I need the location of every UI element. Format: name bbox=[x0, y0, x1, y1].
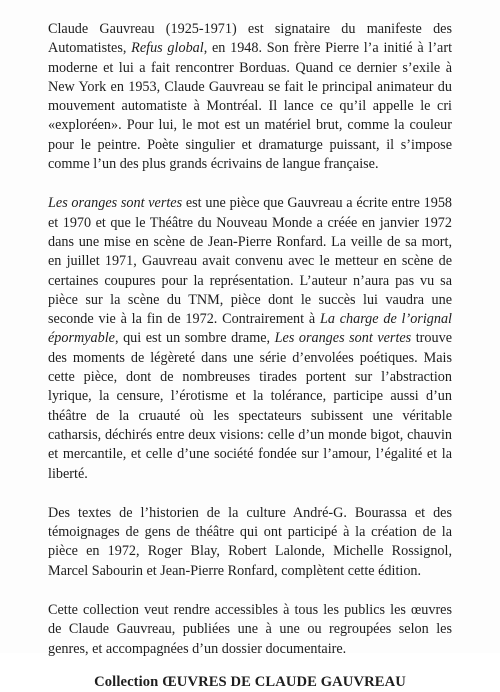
collection-title: Collection ŒUVRES DE CLAUDE GAUVREAU bbox=[94, 673, 406, 690]
text-run: trouve des moments de légèreté dans une série d’envolées poétiques. Mais cette pièce, dont de nombreuses tirades portent sur l’abstraction lyrique, la censure, l’érotisme et la tolérance, participe aussi d’un théâtre de la cruauté où les spectateurs subissent une véritable catharsis, déchirés entre deux visions: celle d’un monde bigot, chauvin et mercantile, et celle d’une société fondée sur l’amour, l’égalité et la liberté. bbox=[48, 330, 452, 482]
italic-title-run: Refus global bbox=[131, 40, 204, 57]
text-run: Cette collection veut rendre accessibles à tous les publics les œuvres de Claude Gauvreau, publiées une à une ou regroupées selon les genres, et accompagnées d’un dossier documentaire. bbox=[48, 602, 452, 657]
text-run: Claude Gauvreau (1925-1971) est signataire du manifeste des Automatistes, bbox=[48, 21, 452, 57]
paragraph-edition-contents bbox=[48, 504, 452, 581]
paragraph-author-bio bbox=[48, 20, 452, 174]
italic-title-run: Les oranges sont vertes bbox=[274, 330, 412, 347]
italic-title-run: Les oranges sont vertes bbox=[48, 195, 183, 212]
text-run: Des textes de l’historien de la culture André-G. Bourassa et des témoignages de gens de théâtre qui ont participé à la création de la pièce en 1972, Roger Blay, Robert Lalonde, Michelle Rossignol, Marcel Sabourin et Jean-Pierre Ronfard, complètent cette édition. bbox=[48, 504, 452, 579]
paragraph-play-summary bbox=[48, 194, 452, 483]
text-run: est une pièce que Gauvreau a écrite entre 1958 et 1970 et que le Théâtre du Nouveau Monde a créée en janvier 1972 dans une mise en scène de Jean-Pierre Ronfard. La veille de sa mort, en juillet 1971, Gauvreau avait convenu avec le metteur en scène de certaines coupures pour la représentation. L’auteur n’aura pas vu sa pièce sur la scène du TNM, pièce dont le succès lui vaudra une seconde vie à la fin de 1972. Contrairement à bbox=[48, 195, 453, 328]
italic-title-run: La charge de l’orignal épormyable bbox=[48, 311, 452, 347]
text-run: , en 1948. Son frère Pierre l’a initié à l’art moderne et lui a fait rencontrer Borduas. Quand ce dernier s’exile à New York en 1953, Claude Gauvreau se fait le principal animateur du mouvement automatiste à Montréal. Il lance ce qu’il appelle le cri «exploréen». Pour lui, le mot est un matériel brut, comme la couleur pour le peintre. Poète singulier et dramaturge puissant, il s’impose comme l’un des plus grands écrivains de langue française. bbox=[48, 40, 453, 173]
text-run: , qui est un sombre drame, bbox=[114, 330, 275, 347]
paragraph-collection-description bbox=[48, 601, 452, 659]
